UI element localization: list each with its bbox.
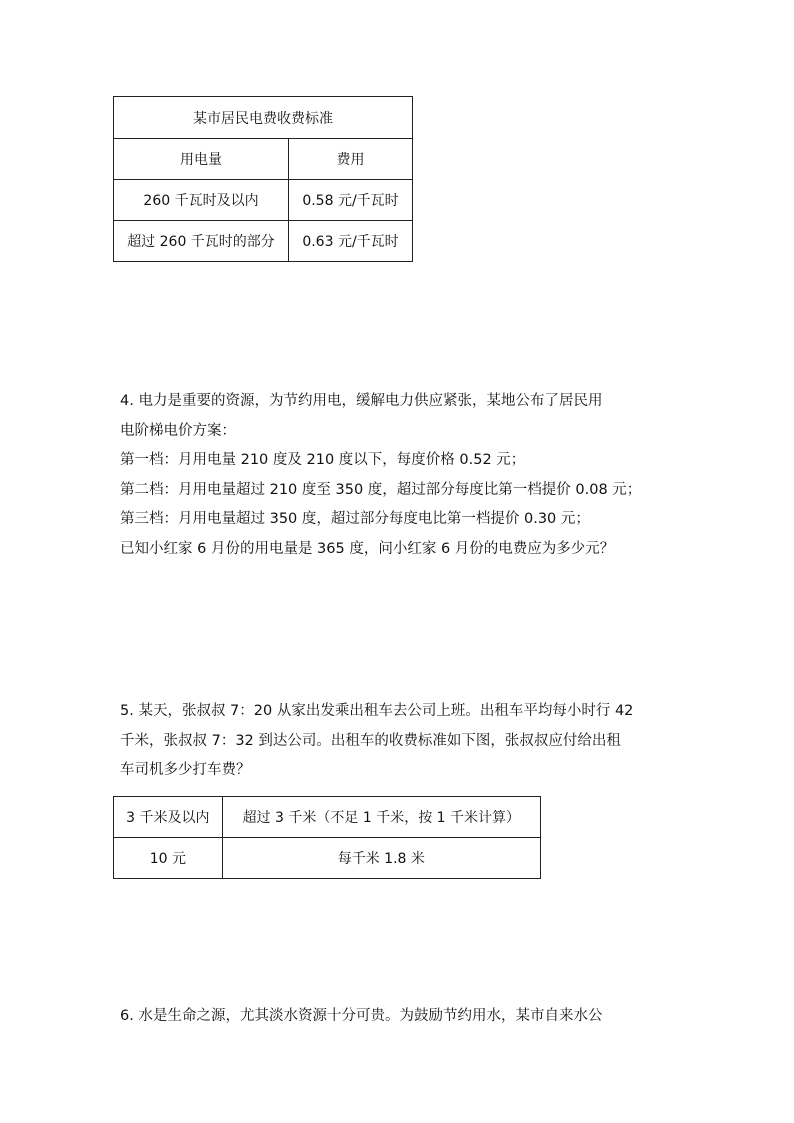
table-cell: 超过 260 千瓦时的部分	[114, 221, 289, 262]
question-6	[120, 1002, 680, 1032]
question-line: 第三档：月用电量超过 350 度，超过部分每度电比第一档提价 0.30 元；	[120, 511, 590, 527]
question-4	[120, 387, 680, 564]
question-line: 车司机多少打车费？	[120, 762, 251, 778]
question-line: 6. 水是生命之源，尤其淡水资源十分可贵。为鼓励节约用水，某市自来水公	[120, 1008, 603, 1024]
question-line: 第一档：月用电量 210 度及 210 度以下，每度价格 0.52 元；	[120, 452, 526, 468]
table-header-extra: 超过 3 千米（不足 1 千米，按 1 千米计算）	[222, 797, 540, 838]
question-5	[120, 697, 680, 786]
table-header-fee: 费用	[289, 139, 413, 180]
table-cell: 0.63 元/千瓦时	[289, 221, 413, 262]
table-cell: 0.58 元/千瓦时	[289, 180, 413, 221]
question-line: 4. 电力是重要的资源，为节约用电，缓解电力供应紧张，某地公布了居民用	[120, 393, 603, 409]
table-header-usage: 用电量	[114, 139, 289, 180]
question-line: 千米，张叔叔 7：32 到达公司。出租车的收费标准如下图，张叔叔应付给出租	[120, 732, 621, 749]
table-cell: 10 元	[114, 838, 223, 879]
table-cell: 每千米 1.8 米	[222, 838, 540, 879]
question-line: 已知小红家 6 月份的用电量是 365 度，问小红家 6 月份的电费应为多少元？	[120, 540, 615, 557]
table-cell: 260 千瓦时及以内	[114, 180, 289, 221]
taxi-fare-table	[113, 796, 541, 879]
question-line: 第二档：月用电量超过 210 度至 350 度，超过部分每度比第一档提价 0.08 元；	[120, 481, 642, 498]
table-title: 某市居民电费收费标准	[114, 97, 413, 139]
electricity-fee-table	[113, 96, 413, 262]
table-header-base: 3 千米及以内	[114, 797, 223, 838]
question-line: 电阶梯电价方案：	[120, 422, 236, 439]
question-line: 5. 某天，张叔叔 7：20 从家出发乘出租车去公司上班。出租车平均每小时行 42	[120, 703, 634, 719]
